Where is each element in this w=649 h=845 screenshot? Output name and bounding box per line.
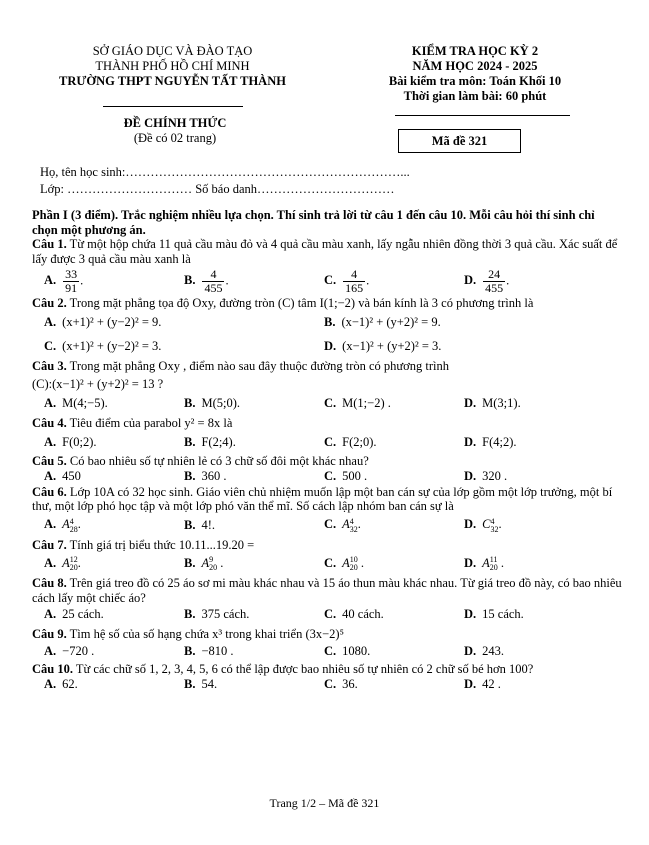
school-name: TRƯỜNG THPT NGUYỄN TẤT THÀNH: [59, 74, 286, 88]
exam-header: [0, 44, 649, 154]
perm-indices: [209, 556, 217, 572]
question-label: Câu 6.: [32, 484, 67, 499]
fraction: [202, 268, 224, 295]
option-letter: B.: [184, 396, 196, 411]
option-letter: A.: [44, 517, 57, 532]
option-tail: .: [497, 555, 505, 570]
option-text: F(0;2).: [62, 434, 97, 449]
perm-symbol: A: [62, 517, 70, 532]
option-d[interactable]: [452, 644, 592, 659]
option-letter: D.: [464, 644, 477, 659]
perm-indices: [70, 518, 78, 534]
option-tail: .: [498, 517, 502, 532]
option-c[interactable]: [312, 644, 452, 659]
option-letter: B.: [184, 434, 196, 449]
question-label: Câu 1.: [32, 237, 67, 251]
option-b[interactable]: [172, 396, 312, 411]
option-letter: D.: [464, 676, 477, 691]
perm-indices: [350, 556, 358, 572]
option-d[interactable]: [452, 556, 592, 572]
option-text: 1080.: [342, 644, 371, 659]
option-a[interactable]: [32, 315, 312, 330]
fraction: [343, 268, 365, 295]
options-q7: [32, 552, 622, 576]
option-d[interactable]: [452, 607, 592, 622]
option-a[interactable]: A. $\frac{33}{91}$ .: [44, 266, 84, 295]
option-text: 4!.: [201, 518, 216, 533]
option-c[interactable]: [312, 517, 452, 533]
numerator: 4: [202, 268, 224, 282]
option-tail: .: [77, 517, 81, 532]
option-letter: B.: [184, 518, 196, 533]
option-d[interactable]: [452, 396, 592, 411]
option-c[interactable]: [312, 396, 452, 411]
question-label: Câu 8.: [32, 576, 67, 590]
option-text: M(5;0).: [201, 396, 241, 411]
option-a[interactable]: [32, 396, 172, 411]
comb-n: 32: [490, 524, 499, 534]
exam-code-box: Mã đề 321: [398, 129, 521, 153]
option-b[interactable]: [172, 469, 312, 484]
option-text: 40 cách.: [342, 606, 384, 621]
option-d[interactable]: [452, 435, 592, 450]
option-d[interactable]: [452, 469, 592, 484]
class-line: Lớp: ………………………… Số báo danh……………………………: [40, 182, 395, 196]
perm-n: 20: [349, 563, 358, 573]
option-letter: C.: [324, 272, 337, 287]
option-text: M(4;−5).: [62, 396, 108, 411]
comb-k: 4: [490, 516, 495, 526]
fraction: [483, 268, 505, 295]
option-tail: .: [357, 517, 361, 532]
option-text: −810 .: [201, 644, 234, 659]
perm-indices: [70, 556, 78, 572]
question-3: [32, 359, 622, 374]
option-text: M(1;−2) .: [342, 396, 391, 411]
option-a[interactable]: [32, 607, 172, 622]
department-name: SỞ GIÁO DỤC VÀ ĐÀO TẠO: [92, 44, 253, 58]
option-letter: D.: [464, 396, 477, 411]
option-letter: A.: [44, 676, 57, 691]
question-7: [32, 538, 622, 553]
numerator: 33: [65, 266, 78, 281]
option-letter: A.: [44, 469, 57, 484]
perm-symbol: A: [342, 517, 350, 532]
option-letter: D.: [464, 606, 477, 621]
student-name-line: Họ, tên học sinh:…………………………………………………………...: [40, 165, 410, 179]
options-q4: [32, 430, 622, 454]
perm-symbol: A: [342, 555, 350, 570]
question-text: Từ các chữ số 1, 2, 3, 4, 5, 6 có thể lập được bao nhiêu số tự nhiên có 2 chữ số bé hơn 100?: [75, 661, 534, 676]
question-10: [32, 662, 622, 677]
option-letter: A.: [44, 434, 57, 449]
option-text: 15 cách.: [482, 606, 524, 621]
option-letter: C.: [324, 434, 337, 449]
option-letter: B.: [184, 469, 196, 484]
question-label: Câu 4.: [32, 415, 67, 430]
exam-title: KIỂM TRA HỌC KỲ 2: [411, 44, 539, 58]
question-text: Có bao nhiêu số tự nhiên lẻ có 3 chữ số đôi một khác nhau?: [69, 454, 369, 468]
denominator: 91: [65, 280, 78, 295]
option-c[interactable]: [32, 339, 312, 354]
option-letter: C.: [324, 517, 337, 532]
part1-title: Phần I (3 điểm). Trắc nghiệm nhiều lựa chọn. Thí sinh trả lời từ câu 1 đến câu 10. Mỗi câu hỏi thí sinh chỉ chọn một phương án.: [32, 208, 595, 237]
option-b[interactable]: [172, 677, 312, 692]
question-5: [32, 454, 622, 469]
option-text: 450: [62, 469, 81, 484]
option-d[interactable]: D. $\frac{24}{455}$ .: [464, 266, 510, 295]
option-text: M(3;1).: [482, 396, 521, 411]
perm-indices: [350, 518, 358, 534]
question-2: [32, 296, 622, 311]
option-text: (x+1)² + (y−2)² = 3.: [62, 339, 162, 354]
question-text: Từ một hộp chứa 11 quả cầu màu đỏ và 4 quả cầu màu xanh, lấy ngẫu nhiên đồng thời 3 quả cầu. Xác suất để lấy được 3 quả cầu màu xanh là: [32, 237, 618, 266]
options-q8: [32, 605, 622, 623]
option-letter: D.: [464, 469, 477, 484]
perm-symbol: A: [62, 555, 70, 570]
option-c[interactable]: C. $\frac{4}{165}$ .: [324, 266, 370, 295]
options-q2-row1: [32, 311, 622, 335]
option-letter: B.: [324, 315, 336, 330]
option-text: 360 .: [201, 469, 227, 484]
option-letter: C.: [324, 555, 337, 570]
question-4: [32, 416, 622, 431]
duration: Thời gian làm bài: 60 phút: [403, 89, 547, 103]
option-text: F(2;4).: [201, 434, 236, 449]
option-letter: D.: [464, 434, 477, 449]
subject: Bài kiểm tra môn: Toán Khối 10: [388, 74, 562, 88]
option-tail: .: [77, 555, 81, 570]
option-text: 25 cách.: [62, 606, 104, 621]
option-c[interactable]: [312, 607, 452, 622]
perm-k: 4: [349, 516, 354, 526]
option-b[interactable]: [312, 315, 592, 330]
option-letter: A.: [44, 272, 57, 287]
numerator: 24: [483, 268, 505, 282]
option-text: 320 .: [482, 469, 508, 484]
question-text: Tính giá trị biểu thức 10.11...19.20 =: [69, 537, 255, 552]
option-text: 36.: [342, 676, 358, 691]
perm-n: 20: [489, 563, 498, 573]
school-block: [40, 44, 305, 89]
option-b[interactable]: [172, 435, 312, 450]
perm-k: 11: [489, 555, 498, 565]
question-8: [32, 576, 622, 605]
question-text: Trong mặt phẳng Oxy , điểm nào sau đây thuộc đường tròn có phương trình: [69, 358, 450, 373]
option-text: F(2;0).: [342, 434, 377, 449]
question-label: Câu 10.: [32, 661, 73, 676]
question-3-equation: (C):(x−1)² + (y+2)² = 13 ?: [32, 377, 164, 391]
option-letter: A.: [44, 644, 57, 659]
option-a[interactable]: [32, 644, 172, 659]
option-letter: A.: [44, 315, 57, 330]
questions-section: [32, 208, 622, 692]
option-letter: C.: [324, 606, 337, 621]
header-divider-left: [103, 106, 243, 107]
question-label: Câu 3.: [32, 358, 67, 373]
question-1: [32, 237, 622, 266]
question-6: [32, 485, 622, 514]
option-d[interactable]: [452, 677, 592, 692]
question-label: Câu 2.: [32, 296, 67, 310]
option-letter: C.: [324, 644, 337, 659]
options-q5: [32, 469, 622, 485]
option-letter: A.: [44, 396, 57, 411]
option-d[interactable]: [312, 339, 592, 354]
option-tail: .: [217, 555, 224, 570]
option-letter: B.: [184, 555, 196, 570]
option-d[interactable]: [452, 517, 592, 533]
option-b[interactable]: [172, 644, 312, 659]
denominator: 455: [485, 280, 504, 295]
options-q2-row2: [32, 335, 622, 359]
city-name: THÀNH PHỐ HỒ CHÍ MINH: [95, 59, 250, 73]
perm-n: 32: [349, 524, 358, 534]
perm-k: 9: [209, 555, 214, 565]
option-letter: A.: [44, 555, 57, 570]
option-text: 375 cách.: [201, 606, 250, 621]
option-b[interactable]: [172, 518, 312, 533]
option-letter: B.: [184, 606, 196, 621]
exam-title-block: [340, 44, 610, 104]
option-letter: A.: [44, 606, 57, 621]
perm-indices: [490, 556, 498, 572]
option-b[interactable]: [172, 556, 312, 572]
option-text: (x−1)² + (y+2)² = 3.: [342, 339, 442, 354]
option-text: (x−1)² + (y+2)² = 9.: [341, 315, 441, 330]
option-letter: D.: [464, 517, 477, 532]
option-tail: .: [357, 555, 365, 570]
option-text: 42 .: [482, 676, 501, 691]
option-c[interactable]: [312, 469, 452, 484]
option-a[interactable]: [32, 556, 172, 572]
numerator: 4: [343, 268, 365, 282]
perm-n: 20: [69, 563, 78, 573]
options-q6: [32, 514, 622, 538]
question-9: [32, 627, 622, 642]
question-text: Trong mặt phẳng tọa độ Oxy, đường tròn (C) tâm I(1;−2) và bán kính là 3 có phương trình là: [69, 296, 534, 310]
question-label: Câu 9.: [32, 627, 67, 641]
option-letter: C.: [324, 676, 337, 691]
official-label: ĐỀ CHÍNH THỨC: [123, 116, 227, 130]
option-a[interactable]: [32, 677, 172, 692]
page-footer: Trang 1/2 – Mã đề 321: [269, 796, 380, 810]
option-letter: B.: [184, 644, 196, 659]
perm-k: 4: [69, 516, 74, 526]
perm-k: 12: [69, 555, 78, 565]
question-text: Tìm hệ số của số hạng chứa x³ trong khai triển (3x−2)⁵: [69, 627, 344, 641]
option-letter: C.: [324, 469, 337, 484]
question-text: Trên giá treo đồ có 25 áo sơ mi màu khác nhau và 15 áo thun màu khác nhau. Từ giá treo đồ này, có bao nhiêu cách lấy một chiếc áo?: [32, 576, 622, 605]
denominator: 455: [204, 280, 223, 295]
option-a[interactable]: [32, 517, 172, 533]
perm-n: 20: [209, 563, 218, 573]
option-a[interactable]: [32, 435, 172, 450]
option-letter: B.: [184, 676, 196, 691]
question-label: Câu 7.: [32, 537, 67, 552]
option-letter: C.: [324, 396, 337, 411]
pages-note: (Đề có 02 trang): [133, 131, 217, 145]
perm-k: 10: [349, 555, 358, 565]
perm-n: 28: [69, 524, 78, 534]
question-text: Tiêu điểm của parabol y² = 8x là: [69, 415, 233, 430]
official-block: [90, 116, 260, 146]
options-q3: [32, 392, 622, 416]
option-b[interactable]: [172, 607, 312, 622]
option-letter: C.: [44, 339, 57, 354]
option-b[interactable]: B. $\frac{4}{455}$ .: [184, 266, 229, 295]
option-text: F(4;2).: [482, 434, 517, 449]
option-letter: B.: [184, 272, 196, 287]
options-q1: [32, 266, 622, 296]
school-year: NĂM HỌC 2024 - 2025: [412, 59, 538, 73]
question-text: Lớp 10A có 32 học sinh. Giáo viên chủ nhiệm muốn lập một ban cán sự của lớp gồm một lớp trưởng, một bí thư, một lớp phó học tập và một lớp phó văn thể mĩ. Số cách lập nhóm ban cán sự là: [32, 484, 613, 513]
option-text: 500 .: [342, 469, 368, 484]
denominator: 165: [345, 280, 364, 295]
option-text: 54.: [201, 676, 218, 691]
option-c[interactable]: [312, 435, 452, 450]
option-text: (x+1)² + (y−2)² = 9.: [62, 315, 162, 330]
fraction: [63, 268, 79, 295]
option-c[interactable]: [312, 677, 452, 692]
option-letter: D.: [324, 339, 337, 354]
options-q9: [32, 642, 622, 662]
options-q10: [32, 676, 622, 692]
comb-symbol: C: [482, 517, 491, 532]
perm-symbol: A: [482, 555, 490, 570]
question-label: Câu 5.: [32, 454, 67, 468]
option-text: 62.: [62, 676, 78, 691]
option-text: 243.: [482, 644, 505, 659]
option-a[interactable]: [32, 469, 172, 484]
option-text: −720 .: [62, 644, 95, 659]
option-letter: D.: [464, 272, 477, 287]
header-divider-right: [395, 115, 570, 116]
option-letter: D.: [464, 555, 477, 570]
comb-indices: [491, 518, 499, 534]
perm-symbol: A: [201, 555, 210, 570]
option-c[interactable]: [312, 556, 452, 572]
